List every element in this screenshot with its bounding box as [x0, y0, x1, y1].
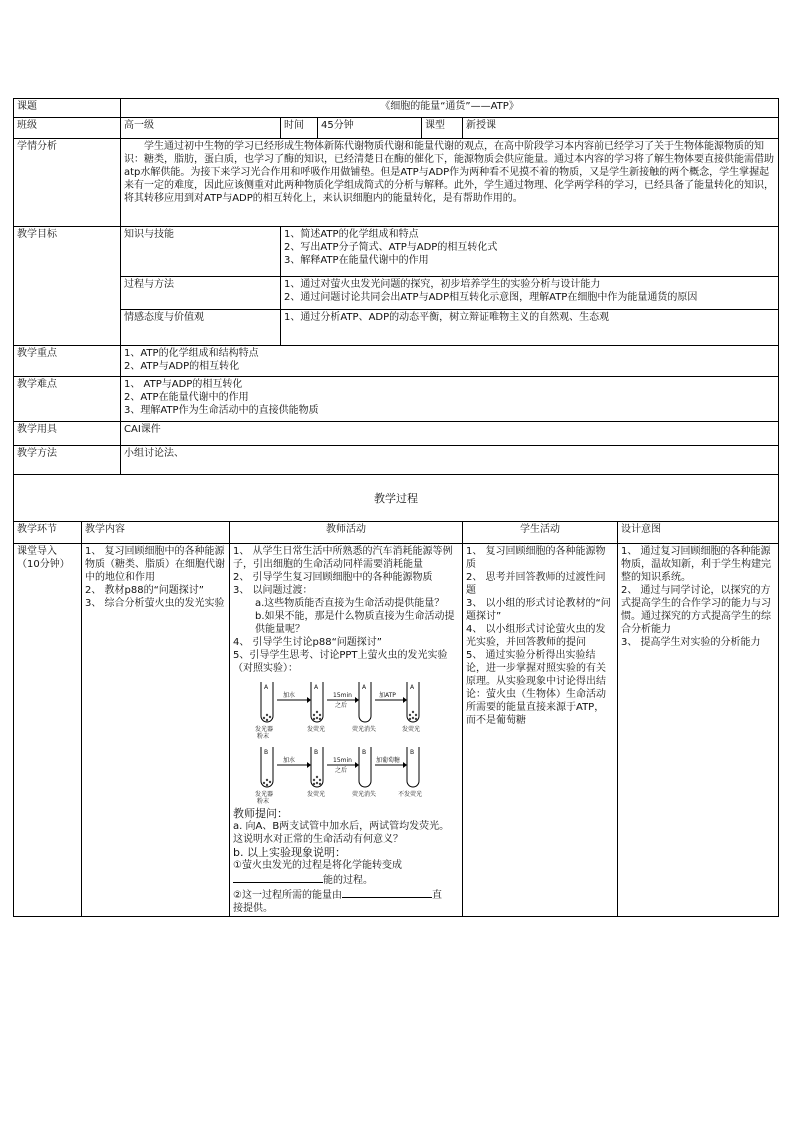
teacher-question-b: b. 以上实验现象说明： — [233, 846, 346, 859]
fig1-caption: 发光器 — [255, 726, 274, 733]
difficulty-item: 2、ATP在能量代谢中的作用 — [124, 392, 249, 403]
fig1-tube-label: A — [314, 684, 319, 691]
fig2-tube-label: B — [264, 749, 269, 756]
key-points-items — [121, 346, 779, 377]
fig1-arrow-label: 加ATP — [379, 692, 396, 699]
fig1-caption: 发荧光 — [402, 726, 421, 733]
teacher-question-1a: ①萤火虫发光的过程是将化学能转变成 — [233, 860, 402, 871]
difficulties-row — [14, 377, 779, 422]
fig1-tube-label: A — [410, 684, 415, 691]
firefly-figure-b — [233, 743, 459, 805]
fig1-arrow-label: 加水 — [283, 692, 296, 699]
fig2-caption: 发光器 — [255, 791, 274, 798]
attitude-items — [281, 310, 779, 346]
fig1-caption: 发荧光 — [307, 726, 326, 733]
fig2-tube-label: B — [410, 749, 415, 756]
teacher-question-head: 教师提问： — [233, 807, 288, 820]
process-item: 1、通过对萤火虫发光问题的探究，初步培养学生的实验分析与设计能力 — [284, 279, 601, 290]
fig2-arrow-label: 之后 — [335, 767, 348, 774]
fig2-arrow-label: 15min — [333, 757, 352, 764]
knowledge-item: 3、解释ATP在能量代谢中的作用 — [284, 255, 429, 266]
student-cell — [463, 544, 618, 917]
header-student: 学生活动 — [463, 522, 618, 544]
fig1-arrow-label: 之后 — [335, 702, 348, 709]
teacher-item: 3、 以问题过渡： — [233, 585, 313, 596]
goal-knowledge-row — [14, 227, 779, 277]
methods-value: 小组讨论法、 — [121, 446, 779, 475]
time-value: 45分钟 — [318, 118, 422, 139]
process-table — [13, 474, 779, 917]
teacher-cell — [230, 544, 463, 917]
knowledge-item: 2、写出ATP分子简式、ATP与ADP的相互转化式 — [284, 242, 498, 253]
key-points-row — [14, 346, 779, 377]
teacher-sub-b: b.如果不能，那是什么物质直接为生命活动提供能量呢？ — [255, 611, 455, 635]
content-item: 1、 复习回顾细胞中的各种能源物质（糖类、脂质）在细胞代谢中的地位和作用 — [85, 546, 225, 583]
difficulties-items — [121, 377, 779, 422]
firefly-figure-a — [233, 678, 459, 740]
fig2-arrow-label: 加水 — [283, 757, 296, 764]
key-points-label: 教学重点 — [14, 346, 121, 377]
header-teacher: 教师活动 — [230, 522, 463, 544]
fig2-caption: 不发荧光 — [398, 791, 423, 798]
analysis-text — [121, 139, 779, 227]
difficulties-label: 教学难点 — [14, 377, 121, 422]
difficulty-item: 1、 ATP与ADP的相互转化 — [124, 379, 243, 390]
class-value: 高一级 — [121, 118, 281, 139]
meta-row — [14, 118, 779, 139]
process-title: 教学过程 — [14, 475, 779, 522]
answer-blank — [342, 887, 432, 898]
teacher-item: 2、 引导学生复习回顾细胞中的各种能源物质 — [233, 572, 433, 583]
teacher-sub-a: a.这些物质能否直接为生命活动提供能量？ — [255, 598, 445, 609]
teacher-question-1 — [233, 872, 459, 887]
fig1-tube-label: A — [264, 684, 269, 691]
process-label: 过程与方法 — [121, 277, 281, 310]
lesson-plan — [13, 98, 778, 917]
type-value: 新授课 — [463, 118, 779, 139]
teacher-question-2c: 接提供。 — [233, 903, 273, 914]
stage-cell — [14, 544, 82, 917]
process-header-row — [14, 522, 779, 544]
student-item: 1、 复习回顾细胞的各种能源物质 — [466, 546, 606, 570]
teacher-question-2 — [233, 887, 459, 902]
teacher-question-a: a. 向A、B两支试管中加水后，两试管均发荧光。这说明水对正常的生命活动有何意义？ — [233, 821, 450, 845]
student-item: 3、 以小组的形式讨论教材的“问题探讨” — [466, 598, 611, 622]
teacher-item-5: 5、引导学生思考、讨论PPT上萤火虫的发光实验（对照实验）： — [233, 650, 448, 674]
goal-attitude-row — [14, 310, 779, 346]
teacher-question-1b: 能的过程。 — [323, 875, 373, 886]
student-item: 2、 思考并回答教师的过渡性问题 — [466, 572, 606, 596]
stage-duration: （10分钟） — [17, 559, 70, 570]
content-item: 3、 综合分析萤火虫的发光实验 — [85, 598, 225, 609]
knowledge-label: 知识与技能 — [121, 227, 281, 277]
methods-label: 教学方法 — [14, 446, 121, 475]
knowledge-items — [281, 227, 779, 277]
class-label: 班级 — [14, 118, 121, 139]
topic-row — [14, 99, 779, 118]
methods-row — [14, 446, 779, 475]
fig1-caption: 粉末 — [257, 733, 270, 740]
content-cell — [82, 544, 230, 917]
fig2-caption: 发荧光 — [307, 791, 326, 798]
lesson-plan-table — [13, 98, 779, 475]
fig1-tube-label: A — [362, 684, 367, 691]
analysis-label: 学情分析 — [14, 139, 121, 227]
header-stage: 教学环节 — [14, 522, 82, 544]
content-item: 2、 教材p88的“问题探讨” — [85, 585, 204, 596]
design-item: 3、 提高学生对实验的分析能力 — [621, 637, 761, 648]
fig2-tube-label: B — [314, 749, 319, 756]
tools-value: CAI课件 — [121, 422, 779, 446]
stage-name: 课堂导入 — [17, 546, 57, 557]
goals-label: 教学目标 — [14, 227, 121, 346]
header-design: 设计意图 — [618, 522, 779, 544]
design-cell — [618, 544, 779, 917]
knowledge-item: 1、简述ATP的化学组成和特点 — [284, 229, 419, 240]
key-point-item: 2、ATP与ADP的相互转化 — [124, 361, 240, 372]
teacher-item-4: 4、 引导学生讨论p88“问题探讨” — [233, 637, 382, 648]
fig2-caption: 粉末 — [257, 798, 270, 805]
teacher-question-2b: 直 — [431, 890, 442, 901]
answer-blank — [233, 872, 323, 883]
attitude-label: 情感态度与价值观 — [121, 310, 281, 346]
teacher-question-2a: ②这一过程所需的能量由 — [233, 890, 342, 901]
teacher-item: 1、 从学生日常生活中所熟悉的汽车消耗能源等例子，引出细胞的生命活动同样需要消耗能量 — [233, 546, 453, 570]
analysis-row — [14, 139, 779, 227]
fig1-caption: 荧光消失 — [352, 726, 377, 733]
difficulty-item: 3、理解ATP作为生命活动中的直接供能物质 — [124, 405, 319, 416]
time-label: 时间 — [281, 118, 318, 139]
design-item: 2、 通过与同学讨论，以探究的方式提高学生的合作学习的能力与习惯。通过探究的方式提高学生的综合分析能力 — [621, 585, 771, 635]
process-items — [281, 277, 779, 310]
topic-label: 课题 — [14, 99, 121, 118]
tools-row — [14, 422, 779, 446]
header-content: 教学内容 — [82, 522, 230, 544]
student-item: 5、 通过实验分析得出实验结论，进一步掌握对照实验的有关原理。从实验现象中讨论得出结论：萤火虫（生物体）生命活动所需要的能量直接来源于ATP，而不是葡萄糖 — [466, 650, 606, 726]
process-title-row — [14, 475, 779, 522]
process-item: 2、通过问题讨论共同会出ATP与ADP相互转化示意图，理解ATP在细胞中作为能量通货的原因 — [284, 292, 698, 303]
intro-row — [14, 544, 779, 917]
analysis-paragraph: 学生通过初中生物的学习已经形成生物体新陈代谢物质代谢和能量代谢的观点，在高中阶段学习本内容前已经学习了关于生物体能源物质的知识：糖类，脂肪，蛋白质，也学习了酶的知识，已经清楚日在酶的催化下，能源物质会供应能量。通过本内容的学习将了解生物体要直接供能需借助atp水解供能。为接下来学习光合作用和呼吸作用做铺垫。但是ATP与ADP作为两种看不见摸不着的物质，又是学生新接触的两个概念，学生掌握起来有一定的难度，因此应该侧重对此两种物质化学组成简式的分析与解释。此外，学生通过物理、化学两学科的学习，已经具备了能量转化的知识，将其转移应用到对ATP与ADP的相互转化上，来认识细胞内的能量转化，是有帮助作用的。 — [124, 141, 774, 204]
fig2-tube-label: B — [362, 749, 367, 756]
student-item: 4、 以小组形式讨论萤火虫的发光实验，并回答教师的提问 — [466, 624, 606, 648]
key-point-item: 1、ATP的化学组成和结构特点 — [124, 348, 259, 359]
type-label: 课型 — [422, 118, 463, 139]
fig1-arrow-label: 15min — [333, 692, 352, 699]
goal-process-row — [14, 277, 779, 310]
fig2-caption: 荧光消失 — [352, 791, 377, 798]
design-item: 1、 通过复习回顾细胞的各种能源物质，温故知新，利于学生构建完整的知识系统。 — [621, 546, 771, 583]
tools-label: 教学用具 — [14, 422, 121, 446]
topic-value: 《细胞的能量“通货”——ATP》 — [121, 99, 779, 118]
attitude-item: 1、通过分析ATP、ADP的动态平衡，树立辩证唯物主义的自然观、生态观 — [284, 312, 610, 323]
fig2-arrow-label: 加葡萄糖 — [376, 757, 401, 764]
